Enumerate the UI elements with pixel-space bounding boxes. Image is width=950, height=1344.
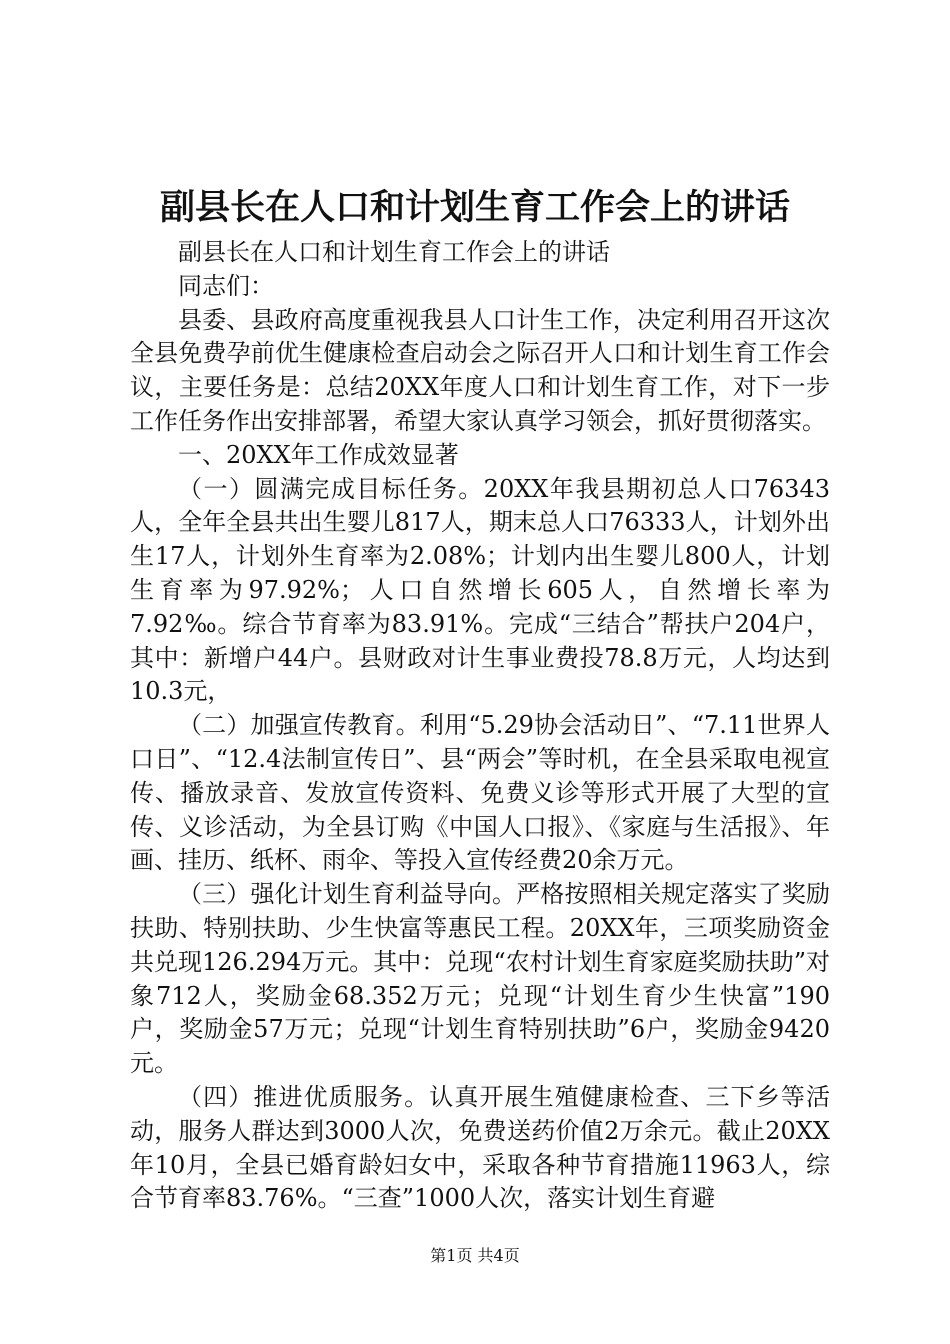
paragraph-intro: 县委、县政府高度重视我县人口计生工作，决定利用召开这次全县免费孕前优生健康检查启动会之际召开人口和计划生育工作会议，主要任务是：总结20XX年度人口和计划生育工作，对下一步工作任务作出安排部署，希望大家认真学习领会，抓好贯彻落实。 [130, 305, 830, 435]
paragraph-salutation: 同志们： [178, 271, 274, 300]
paragraph-item-1: （一）圆满完成目标任务。20XX年我县期初总人口76343人，全年全县共出生婴儿817人，期末总人口76333人，计划外出生17人，计划外生育率为2.08%；计划内出生婴儿800人，计划生育率为97.92%；人口自然增长605人，自然增长率为7.92‰。综合节育率为83.91%。完成“三结合”帮扶户204户，其中：新增户44户。县财政对计生事业费投78.8万元，人均达到10.3元， [130, 474, 830, 706]
document-title: 副县长在人口和计划生育工作会上的讲话 [159, 187, 790, 228]
paragraph-item-3: （三）强化计划生育利益导向。严格按照相关规定落实了奖励扶助、特别扶助、少生快富等惠民工程。20XX年，三项奖励资金共兑现126.294万元。其中：兑现“农村计划生育家庭奖励扶助”对象712人，奖励金68.352万元；兑现“计划生育少生快富”190户，奖励金57万元；兑现“计划生育特别扶助”6户，奖励金9420元。 [130, 880, 830, 1078]
paragraph-subtitle: 副县长在人口和计划生育工作会上的讲话 [178, 238, 610, 266]
section-heading: 一、20XX年工作成效显著 [178, 440, 459, 469]
page-number-footer: 第1页 共4页 [430, 1246, 520, 1265]
document-body [130, 236, 830, 1216]
paragraph-item-4: （四）推进优质服务。认真开展生殖健康检查、三下乡等活动，服务人群达到3000人次，免费送药价值2万余元。截止20XX年10月，全县已婚育龄妇女中，采取各种节育措施11963人，综合节育率83.76%。“三查”1000人次，落实计划生育避 [130, 1082, 830, 1213]
paragraph-item-2: （二）加强宣传教育。利用“5.29协会活动日”、“7.11世界人口日”、“12.4法制宣传日”、县“两会”等时机，在全县采取电视宣传、播放录音、发放宣传资料、免费义诊等形式开展了大型的宣传、义诊活动，为全县订购《中国人口报》、《家庭与生活报》、年画、挂历、纸杯、雨伞、等投入宣传经费20余万元。 [130, 711, 830, 875]
